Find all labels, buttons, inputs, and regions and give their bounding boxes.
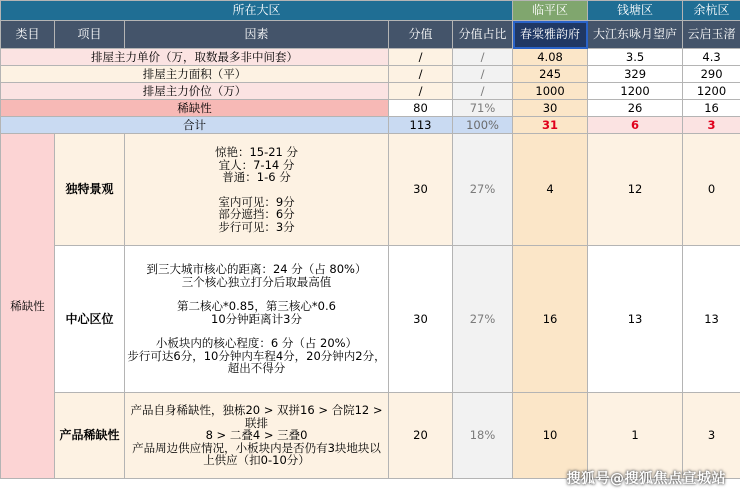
cell-project-1-total[interactable]: 31 (513, 117, 588, 134)
watermark: 搜狐号@搜狐焦点宣城站 (566, 471, 726, 487)
row-label-area[interactable]: 排屋主力面积（平） (1, 66, 389, 83)
col-header-item[interactable]: 项目 (55, 21, 125, 49)
cell-share[interactable]: 27% (453, 134, 513, 246)
col-header-project-3[interactable]: 云启玉渚 (683, 21, 740, 49)
cell-score[interactable]: / (389, 49, 453, 66)
cell-score[interactable]: 80 (389, 100, 453, 117)
cell-project-2[interactable]: 12 (588, 134, 683, 246)
cell-project-1[interactable]: 30 (513, 100, 588, 117)
item-unique-landscape[interactable]: 独特景观 (55, 134, 125, 246)
cell-project-3[interactable]: 13 (683, 246, 740, 393)
cell-project-2-total[interactable]: 6 (588, 117, 683, 134)
col-header-score[interactable]: 分值 (389, 21, 453, 49)
factor-unique-landscape[interactable]: 惊艳：15-21 分 宜人：7-14 分 普通：1-6 分 室内可见：9分 部分遮挡：6分 步行可见：3分 (125, 134, 389, 246)
row-label-total[interactable]: 合计 (1, 117, 389, 134)
cell-score[interactable]: 20 (389, 393, 453, 479)
cell-score[interactable]: 30 (389, 134, 453, 246)
cell-share[interactable]: 18% (453, 393, 513, 479)
row-label-scarcity[interactable]: 稀缺性 (1, 100, 389, 117)
cell-project-1[interactable]: 4.08 (513, 49, 588, 66)
cell-project-3[interactable]: 3 (683, 393, 740, 479)
cell-share[interactable]: 100% (453, 117, 513, 134)
cell-score[interactable]: 113 (389, 117, 453, 134)
cell-project-3[interactable]: 290 (683, 66, 740, 83)
factor-central-location[interactable]: 到三大城市核心的距离：24 分（占 80%） 三个核心独立打分后取最高值 第二核心*0.85，第三核心*0.6 10分钟距离计3分 小板块内的核心程度：6 分（占 20%） 步行可达6分，10分钟内车程4分，20分钟内2分， 超出不得分 (125, 246, 389, 393)
cell-project-1[interactable]: 4 (513, 134, 588, 246)
factor-product-scarcity[interactable]: 产品自身稀缺性，独栋20 > 双拼16 > 合院12 > 联排 8 > 二叠4 > 三叠0 产品周边供应情况，小板块内是否仍有3块地块以 上供应（扣0-10分） (125, 393, 389, 479)
cell-project-3[interactable]: 16 (683, 100, 740, 117)
cell-project-1[interactable]: 245 (513, 66, 588, 83)
col-header-category[interactable]: 类目 (1, 21, 55, 49)
category-scarcity[interactable]: 稀缺性 (1, 134, 55, 479)
col-header-share[interactable]: 分值占比 (453, 21, 513, 49)
cell-project-2[interactable]: 329 (588, 66, 683, 83)
cell-project-1[interactable]: 16 (513, 246, 588, 393)
district-header-qiantang[interactable]: 钱塘区 (588, 1, 683, 21)
row-label-total-price[interactable]: 排屋主力价位（万） (1, 83, 389, 100)
cell-share[interactable]: / (453, 83, 513, 100)
cell-project-1[interactable]: 1000 (513, 83, 588, 100)
cell-score[interactable]: / (389, 66, 453, 83)
district-header-yuhang[interactable]: 余杭区 (683, 1, 740, 21)
cell-project-2[interactable]: 3.5 (588, 49, 683, 66)
cell-score[interactable]: / (389, 83, 453, 100)
cell-share[interactable]: 71% (453, 100, 513, 117)
col-header-project-2[interactable]: 大江东咏月望庐 (588, 21, 683, 49)
col-header-project-1[interactable]: 春棠雅韵府 (513, 21, 588, 49)
region-header[interactable]: 所在大区 (1, 1, 513, 21)
cell-project-3-total[interactable]: 3 (683, 117, 740, 134)
cell-share[interactable]: / (453, 49, 513, 66)
cell-share[interactable]: / (453, 66, 513, 83)
cell-project-2[interactable]: 1200 (588, 83, 683, 100)
cell-project-2[interactable]: 13 (588, 246, 683, 393)
cell-project-3[interactable]: 1200 (683, 83, 740, 100)
cell-share[interactable]: 27% (453, 246, 513, 393)
cell-score[interactable]: 30 (389, 246, 453, 393)
item-central-location[interactable]: 中心区位 (55, 246, 125, 393)
item-product-scarcity[interactable]: 产品稀缺性 (55, 393, 125, 479)
cell-project-3[interactable]: 0 (683, 134, 740, 246)
cell-project-1[interactable]: 10 (513, 393, 588, 479)
row-label-unit-price[interactable]: 排屋主力单价（万，取数最多非中间套） (1, 49, 389, 66)
col-header-factor[interactable]: 因素 (125, 21, 389, 49)
cell-project-2[interactable]: 1 (588, 393, 683, 479)
cell-project-3[interactable]: 4.3 (683, 49, 740, 66)
district-header-linping[interactable]: 临平区 (513, 1, 588, 21)
cell-project-2[interactable]: 26 (588, 100, 683, 117)
